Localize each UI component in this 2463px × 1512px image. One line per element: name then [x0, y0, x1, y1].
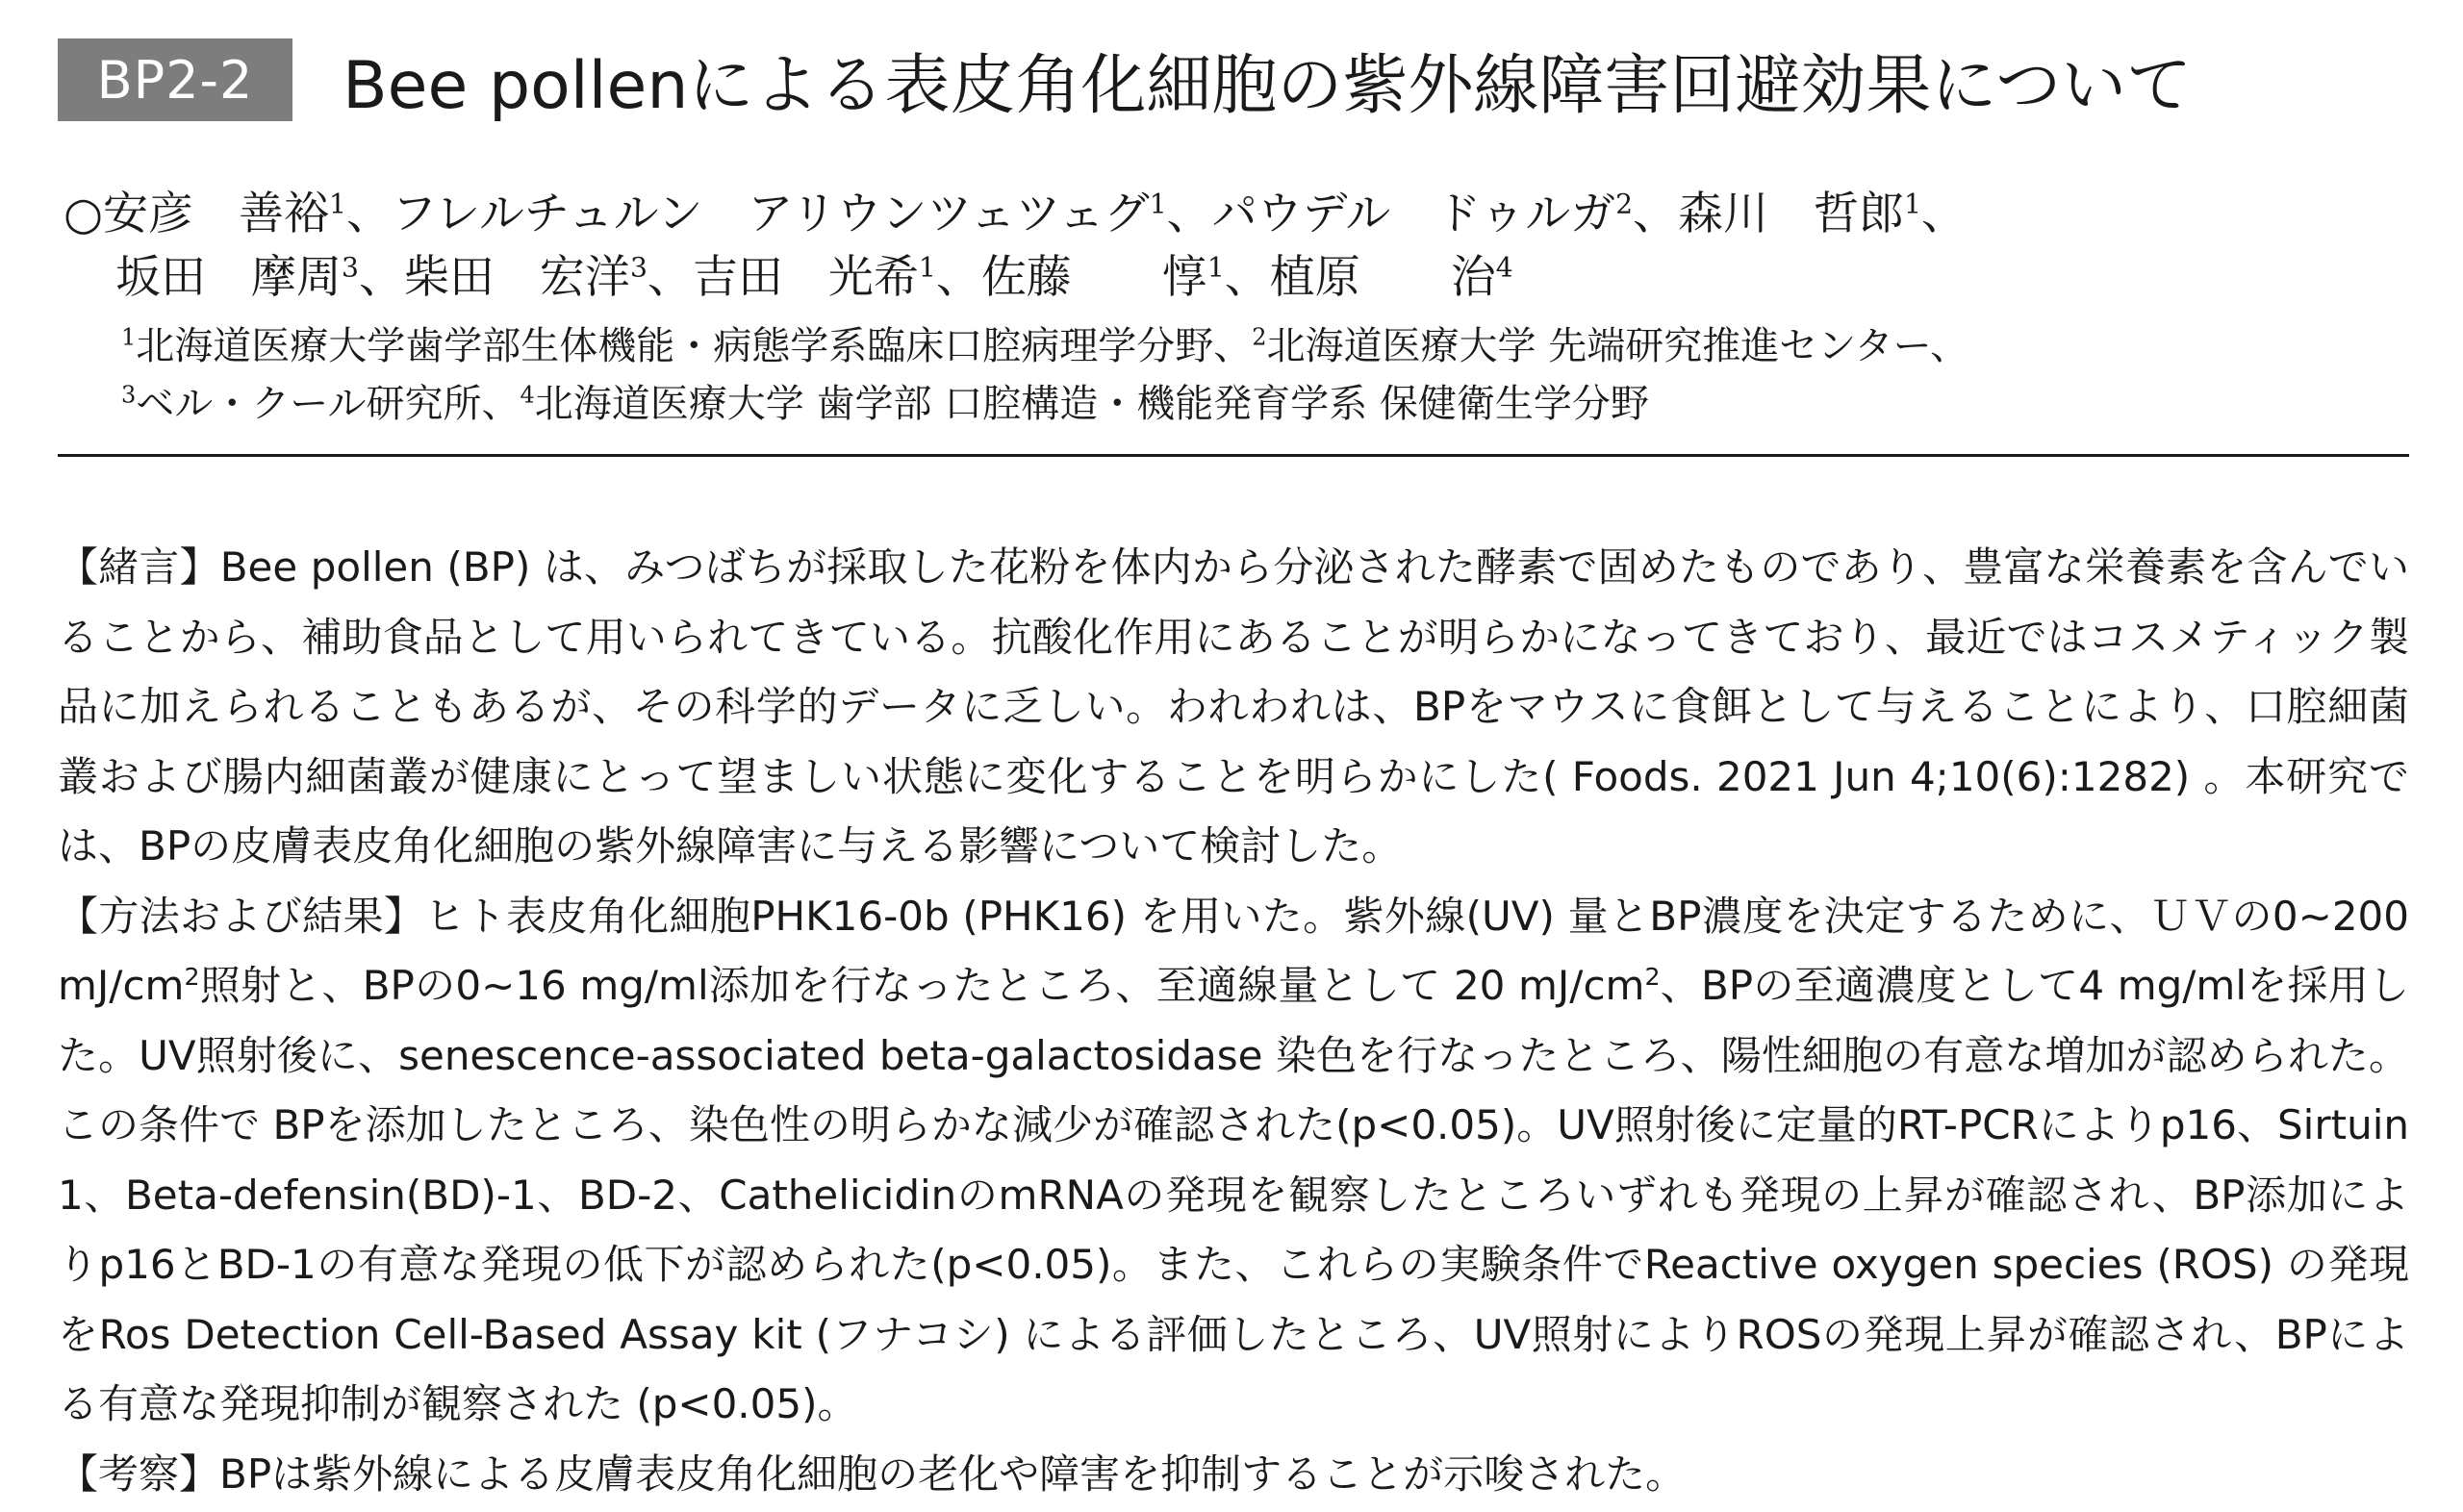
affiliation-line-1	[121, 317, 1968, 375]
paper-title: Bee pollenによる表皮角化細胞の紫外線障害回避効果について	[343, 47, 2193, 124]
section-heading-methods: 【方法および結果】	[58, 892, 425, 940]
methods-text: ヒト表皮角化細胞PHK16-0b (PHK16) を用いた。紫外線(UV) 量とBP濃度を決定するために、ＵＶの0~200 mJ/cm	[58, 892, 2409, 1009]
affil-mark: 2	[1252, 323, 1267, 351]
discussion-paragraph	[58, 1440, 2409, 1510]
superscript: 2	[184, 963, 200, 991]
affiliation-line-2	[121, 375, 1968, 433]
methods-text: 、BPの至適濃度として4 mg/mlを採用した。UV照射後に、senescence-associated beta-galactosidase 染色を行なったところ、陽性細胞の有意な増加が認められた。この条件で BPを添加したところ、染色性の明らかな減少が確認された(p<0.05)。UV照射後に定量的RT-PCRによりp16、Sirtuin 1、Beta-defensin(BD)-1、BD-2、CathelicidinのmRNAの発現を観察したところいずれも発現の上昇が確認され、BP添加によりp16とBD-1の有意な発現の低下が認められた(p<0.05)。また、これらの実験条件でReactive oxygen species (ROS) の発現をRos Detection Cell-Based Assay kit (フナコシ) による評価したところ、UV照射によりROSの発現上昇が確認され、BPによる有意な発現抑制が観察された (p<0.05)。	[58, 962, 2409, 1427]
author-affil-mark: 1	[1904, 188, 1921, 220]
methods-text: 照射と、BPの0~16 mg/ml添加を行なったところ、至適線量として 20 mJ/cm	[199, 962, 1645, 1009]
author-affil-mark: 1	[329, 188, 346, 220]
abstract-body	[58, 533, 2409, 1509]
author-separator: 、	[1224, 251, 1270, 304]
author-affil-mark: 3	[629, 251, 647, 284]
author-name: パウデル ドゥルガ	[1211, 188, 1616, 240]
affiliation: ベル・クール研究所、	[136, 382, 521, 426]
author-affil-mark: 2	[1615, 188, 1634, 220]
affiliation: 北海道医療大学 先端研究推進センター、	[1266, 324, 1969, 368]
affil-mark: 4	[520, 381, 535, 409]
author-name: 佐藤 惇	[980, 251, 1207, 304]
affiliation: 北海道医療大学 歯学部 口腔構造・機能発育学系 保健衛生学分野	[534, 382, 1649, 426]
author-list	[63, 183, 2430, 310]
section-heading-discussion: 【考察】	[58, 1449, 220, 1498]
author-separator: 、	[1633, 188, 1679, 240]
discussion-text: BPは紫外線による皮膚表皮角化細胞の老化や障害を抑制することが示唆された。	[219, 1449, 1687, 1498]
author-affil-mark: 1	[918, 251, 936, 284]
author-affil-mark: 1	[1149, 188, 1167, 220]
author-line-1	[63, 183, 2430, 246]
author-name: 坂田 摩周	[115, 251, 342, 304]
author-name: 柴田 宏洋	[403, 251, 630, 304]
affiliations	[121, 317, 1968, 433]
section-heading-intro: 【緒言】	[58, 543, 220, 591]
author-affil-mark: 3	[342, 251, 359, 284]
author-name: ○安彦 善裕	[63, 188, 330, 240]
affiliation: 北海道医療大学歯学部生体機能・病態学系臨床口腔病理学分野、	[136, 324, 1253, 368]
author-name: 植原 治	[1269, 251, 1496, 304]
author-affil-mark: 4	[1495, 251, 1513, 284]
intro-text: Bee pollen (BP) は、みつばちが採取した花粉を体内から分泌された酵素で固めたものであり、豊富な栄養素を含んでいることから、補助食品として用いられてきている。抗酸化作用にあることが明らかになってきており、最近ではコスメティック製品に加えられることもあるが、その科学的データに乏しい。われわれは、BPをマウスに食餌として与えることにより、口腔細菌叢および腸内細菌叢が健康にとって望ましい状態に変化することを明らかにした( Foods. 2021 Jun 4;10(6):1282) 。本研究では、BPの皮膚表皮角化細胞の紫外線障害に与える影響について検討した。	[58, 543, 2409, 869]
intro-paragraph	[58, 533, 2409, 882]
author-name: フレルチュルン アリウンツェツェグ	[391, 188, 1150, 240]
author-separator: 、	[345, 188, 392, 240]
methods-paragraph	[58, 882, 2409, 1440]
author-affil-mark: 1	[1206, 251, 1225, 284]
affil-mark: 3	[121, 381, 137, 409]
superscript: 2	[1644, 963, 1661, 991]
author-separator: 、	[647, 251, 693, 304]
author-name: 森川 哲郎	[1678, 188, 1905, 240]
author-separator: 、	[935, 251, 981, 304]
author-separator: 、	[1920, 188, 1967, 240]
author-separator: 、	[358, 251, 404, 304]
horizontal-rule	[58, 454, 2409, 457]
session-badge: BP2-2	[58, 38, 292, 121]
author-name: 吉田 光希	[692, 251, 919, 304]
header	[58, 37, 2192, 123]
affil-mark: 1	[121, 323, 137, 351]
author-line-2	[63, 246, 2430, 310]
author-separator: 、	[1166, 188, 1212, 240]
